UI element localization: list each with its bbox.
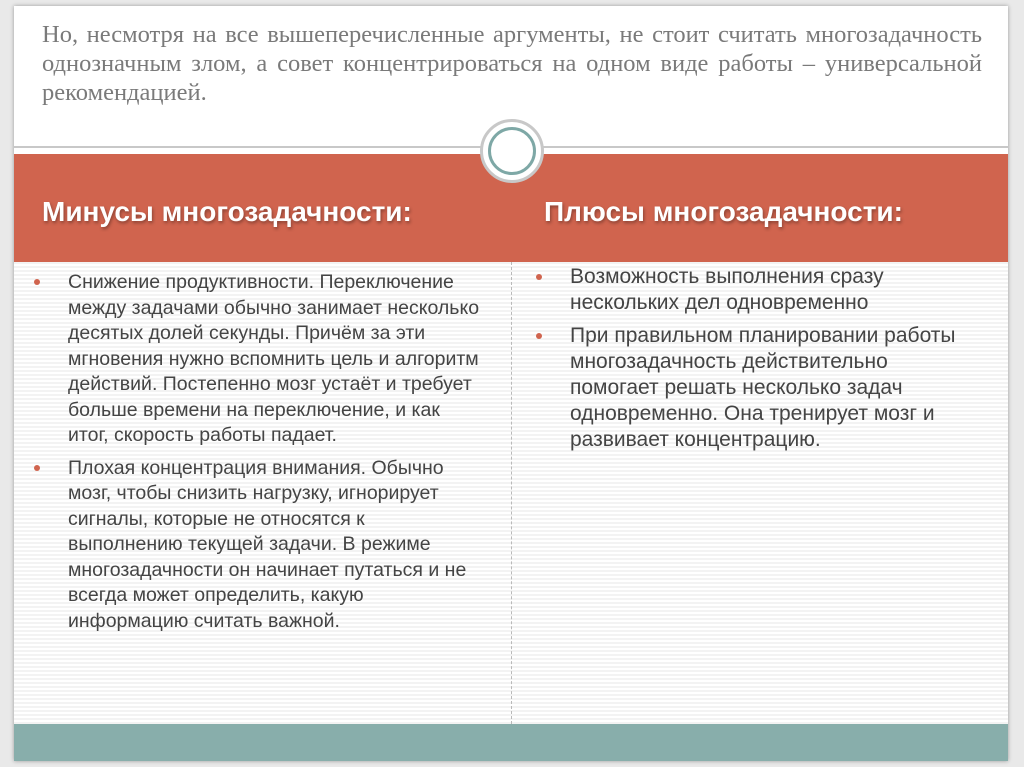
bullet-icon (34, 465, 40, 471)
bullet-icon (34, 279, 40, 285)
bullet-icon (536, 333, 542, 339)
minuses-list (34, 270, 484, 641)
ring-ornament-inner-icon (488, 127, 536, 175)
list-item (536, 264, 976, 316)
column-divider (511, 262, 512, 724)
minus-item-text: Снижение продуктивности. Переключение между задачами обычно занимает несколько десятых долей секунды. Причём за эти мгновения нужно вспомнить цель и алгоритм действий. Постепенно мозг устаёт и требует больше времени на переключение, и как итог, скорость работы падает. (68, 271, 480, 446)
pluses-list (536, 264, 976, 460)
minuses-heading: Минусы многозадачности: (42, 196, 412, 227)
list-item (34, 270, 484, 449)
bullet-icon (536, 274, 542, 280)
plus-item-text: При правильном планировании работы многозадачность действительно помогает решать несколько задач одновременно. Она тренирует мозг и развивает концентрацию. (570, 324, 956, 451)
slide (14, 6, 1008, 761)
plus-item-text: Возможность выполнения сразу нескольких дел одновременно (570, 265, 884, 314)
list-item (536, 323, 976, 453)
intro-paragraph: Но, несмотря на все вышеперечисленные аргументы, не стоит считать многозадачность однозначным злом, а совет концентрироваться на одном виде работы – универсальной рекомендацией. (42, 21, 982, 106)
minus-item-text: Плохая концентрация внимания. Обычно мозг, чтобы снизить нагрузку, игнорирует сигналы, которые не относятся к выполнению текущей задачи. В режиме многозадачности он начинает путаться и не всегда может определить, какую информацию считать важной. (68, 456, 467, 632)
list-item (34, 456, 484, 635)
footer-bar (14, 724, 1008, 761)
pluses-heading: Плюсы многозадачности: (544, 196, 903, 227)
